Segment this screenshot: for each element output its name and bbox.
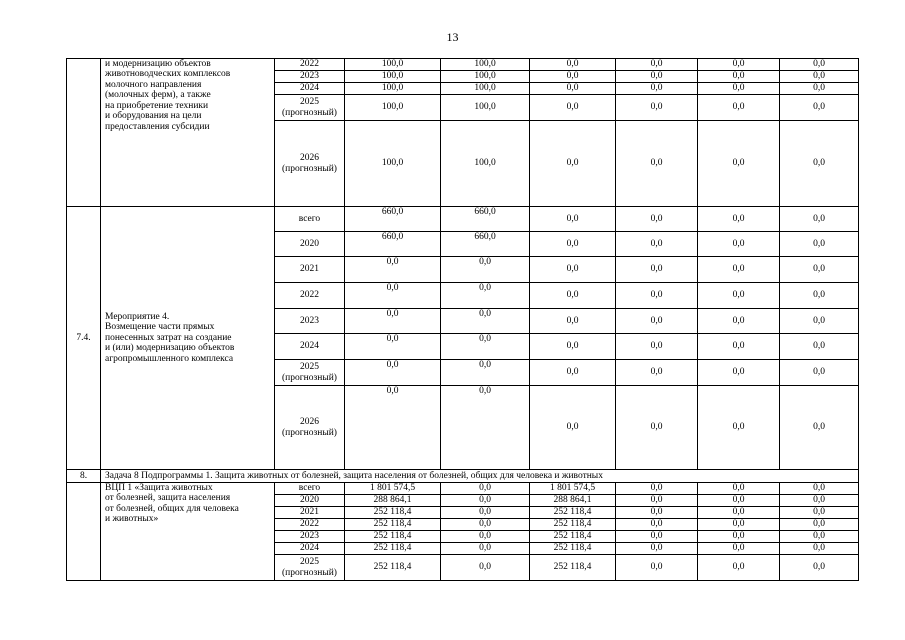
value-cell: 0,0 (780, 531, 859, 543)
year-cell: 2020 (275, 232, 345, 257)
value-cell: 0,0 (530, 232, 616, 257)
value-cell: 0,0 (616, 83, 698, 95)
item-name: Мероприятие 4. Возмещение части прямых понесенных затрат на создание и (или) модернизацию объектов агропромышленного комплекса (101, 207, 275, 470)
value-cell: 0,0 (780, 121, 859, 207)
value-cell: 660,0 (345, 232, 441, 257)
value-cell: 0,0 (616, 483, 698, 495)
value-cell: 0,0 (616, 59, 698, 71)
year-cell: 2025 (прогнозный) (275, 360, 345, 386)
value-cell: 0,0 (616, 507, 698, 519)
task-text: Задача 8 Подпрограммы 1. Защита животных от болезней, защита населения от болезней, общих для человека и животных (101, 470, 859, 483)
value-cell: 252 118,4 (530, 507, 616, 519)
value-cell: 288 864,1 (530, 495, 616, 507)
value-cell: 0,0 (345, 386, 441, 470)
value-cell: 0,0 (616, 495, 698, 507)
value-cell: 0,0 (780, 59, 859, 71)
value-cell: 252 118,4 (530, 543, 616, 555)
value-cell: 0,0 (616, 543, 698, 555)
value-cell: 0,0 (441, 283, 530, 309)
table-row (67, 483, 859, 495)
value-cell: 0,0 (441, 483, 530, 495)
value-cell: 0,0 (441, 531, 530, 543)
table-row (67, 207, 859, 232)
value-cell: 0,0 (698, 334, 780, 360)
value-cell: 0,0 (530, 71, 616, 83)
value-cell: 0,0 (780, 71, 859, 83)
value-cell: 0,0 (530, 257, 616, 283)
value-cell: 252 118,4 (530, 519, 616, 531)
value-cell: 0,0 (441, 257, 530, 283)
value-cell: 0,0 (530, 59, 616, 71)
value-cell: 0,0 (616, 334, 698, 360)
value-cell: 0,0 (698, 495, 780, 507)
year-cell: 2023 (275, 71, 345, 83)
year-cell: всего (275, 483, 345, 495)
value-cell: 0,0 (441, 495, 530, 507)
item-name: и модернизацию объектов животноводческих комплексов молочного направления (молочных ферм), а также на приобретение техники и оборудования на цели предоставления субсидии (101, 59, 275, 207)
year-cell: 2021 (275, 257, 345, 283)
year-cell: 2022 (275, 519, 345, 531)
value-cell: 0,0 (616, 121, 698, 207)
year-cell: 2026 (прогнозный) (275, 386, 345, 470)
value-cell: 0,0 (530, 309, 616, 334)
value-cell: 0,0 (780, 257, 859, 283)
value-cell: 0,0 (530, 121, 616, 207)
value-cell: 100,0 (441, 95, 530, 121)
value-cell: 0,0 (616, 232, 698, 257)
value-cell: 1 801 574,5 (530, 483, 616, 495)
year-cell: 2022 (275, 283, 345, 309)
value-cell: 0,0 (616, 555, 698, 581)
value-cell: 0,0 (441, 543, 530, 555)
year-cell: 2024 (275, 543, 345, 555)
value-cell: 0,0 (616, 519, 698, 531)
value-cell: 0,0 (698, 207, 780, 232)
value-cell: 100,0 (345, 121, 441, 207)
value-cell: 252 118,4 (345, 519, 441, 531)
year-cell: 2022 (275, 59, 345, 71)
value-cell: 0,0 (698, 283, 780, 309)
value-cell: 252 118,4 (530, 531, 616, 543)
value-cell: 0,0 (780, 483, 859, 495)
value-cell: 0,0 (698, 483, 780, 495)
value-cell: 0,0 (698, 531, 780, 543)
value-cell: 0,0 (345, 309, 441, 334)
value-cell: 100,0 (345, 59, 441, 71)
value-cell: 252 118,4 (345, 543, 441, 555)
value-cell: 0,0 (780, 495, 859, 507)
value-cell: 288 864,1 (345, 495, 441, 507)
value-cell: 0,0 (530, 386, 616, 470)
page-number: 13 (446, 30, 459, 44)
value-cell: 0,0 (780, 309, 859, 334)
value-cell: 0,0 (345, 257, 441, 283)
value-cell: 0,0 (345, 283, 441, 309)
year-cell: 2024 (275, 83, 345, 95)
value-cell: 0,0 (441, 507, 530, 519)
value-cell: 0,0 (698, 507, 780, 519)
value-cell: 0,0 (530, 360, 616, 386)
value-cell: 0,0 (616, 257, 698, 283)
value-cell: 0,0 (616, 95, 698, 121)
year-cell: 2023 (275, 309, 345, 334)
year-cell: 2025 (прогнозный) (275, 555, 345, 581)
value-cell: 0,0 (441, 519, 530, 531)
value-cell: 100,0 (441, 121, 530, 207)
value-cell: 0,0 (441, 334, 530, 360)
value-cell: 0,0 (698, 257, 780, 283)
value-cell: 0,0 (616, 207, 698, 232)
value-cell: 0,0 (616, 309, 698, 334)
value-cell: 0,0 (780, 95, 859, 121)
year-cell: 2020 (275, 495, 345, 507)
value-cell: 0,0 (616, 71, 698, 83)
value-cell: 0,0 (616, 386, 698, 470)
value-cell: 0,0 (530, 334, 616, 360)
value-cell: 0,0 (780, 555, 859, 581)
table-row (67, 59, 859, 71)
value-cell: 0,0 (698, 59, 780, 71)
value-cell: 0,0 (698, 121, 780, 207)
value-cell: 0,0 (698, 555, 780, 581)
value-cell: 0,0 (616, 283, 698, 309)
year-cell: 2025 (прогнозный) (275, 95, 345, 121)
value-cell: 660,0 (441, 207, 530, 232)
value-cell: 0,0 (698, 519, 780, 531)
value-cell: 0,0 (530, 83, 616, 95)
value-cell: 100,0 (441, 83, 530, 95)
task-number: 8. (67, 470, 101, 483)
value-cell: 0,0 (345, 360, 441, 386)
budget-table (66, 58, 859, 581)
value-cell: 0,0 (698, 309, 780, 334)
value-cell: 0,0 (441, 360, 530, 386)
value-cell: 0,0 (780, 543, 859, 555)
value-cell: 0,0 (345, 334, 441, 360)
value-cell: 0,0 (780, 360, 859, 386)
item-name: ВЦП 1 «Защита животных от болезней, защита населения от болезней, общих для человека и животных» (101, 483, 275, 581)
value-cell: 660,0 (441, 232, 530, 257)
value-cell: 0,0 (698, 360, 780, 386)
value-cell: 0,0 (441, 555, 530, 581)
value-cell: 0,0 (530, 207, 616, 232)
year-cell: 2021 (275, 507, 345, 519)
value-cell: 100,0 (345, 83, 441, 95)
year-cell: 2024 (275, 334, 345, 360)
value-cell: 0,0 (780, 207, 859, 232)
value-cell: 0,0 (780, 334, 859, 360)
value-cell: 0,0 (698, 83, 780, 95)
row-number: 7.4. (67, 207, 101, 470)
value-cell: 0,0 (780, 507, 859, 519)
value-cell: 252 118,4 (345, 555, 441, 581)
row-number (67, 59, 101, 207)
value-cell: 100,0 (441, 71, 530, 83)
value-cell: 0,0 (698, 386, 780, 470)
value-cell: 0,0 (780, 386, 859, 470)
value-cell: 660,0 (345, 207, 441, 232)
value-cell: 0,0 (780, 283, 859, 309)
value-cell: 100,0 (345, 71, 441, 83)
value-cell: 0,0 (530, 95, 616, 121)
value-cell: 0,0 (698, 71, 780, 83)
value-cell: 0,0 (441, 309, 530, 334)
value-cell: 0,0 (616, 531, 698, 543)
value-cell: 0,0 (780, 83, 859, 95)
task-row (67, 470, 859, 483)
value-cell: 0,0 (616, 360, 698, 386)
value-cell: 0,0 (441, 386, 530, 470)
value-cell: 1 801 574,5 (345, 483, 441, 495)
value-cell: 252 118,4 (530, 555, 616, 581)
value-cell: 0,0 (698, 232, 780, 257)
value-cell: 0,0 (780, 519, 859, 531)
value-cell: 252 118,4 (345, 507, 441, 519)
value-cell: 100,0 (441, 59, 530, 71)
row-number (67, 483, 101, 581)
value-cell: 100,0 (345, 95, 441, 121)
year-cell: всего (275, 207, 345, 232)
value-cell: 252 118,4 (345, 531, 441, 543)
value-cell: 0,0 (698, 95, 780, 121)
year-cell: 2023 (275, 531, 345, 543)
value-cell: 0,0 (530, 283, 616, 309)
value-cell: 0,0 (780, 232, 859, 257)
year-cell: 2026 (прогнозный) (275, 121, 345, 207)
value-cell: 0,0 (698, 543, 780, 555)
